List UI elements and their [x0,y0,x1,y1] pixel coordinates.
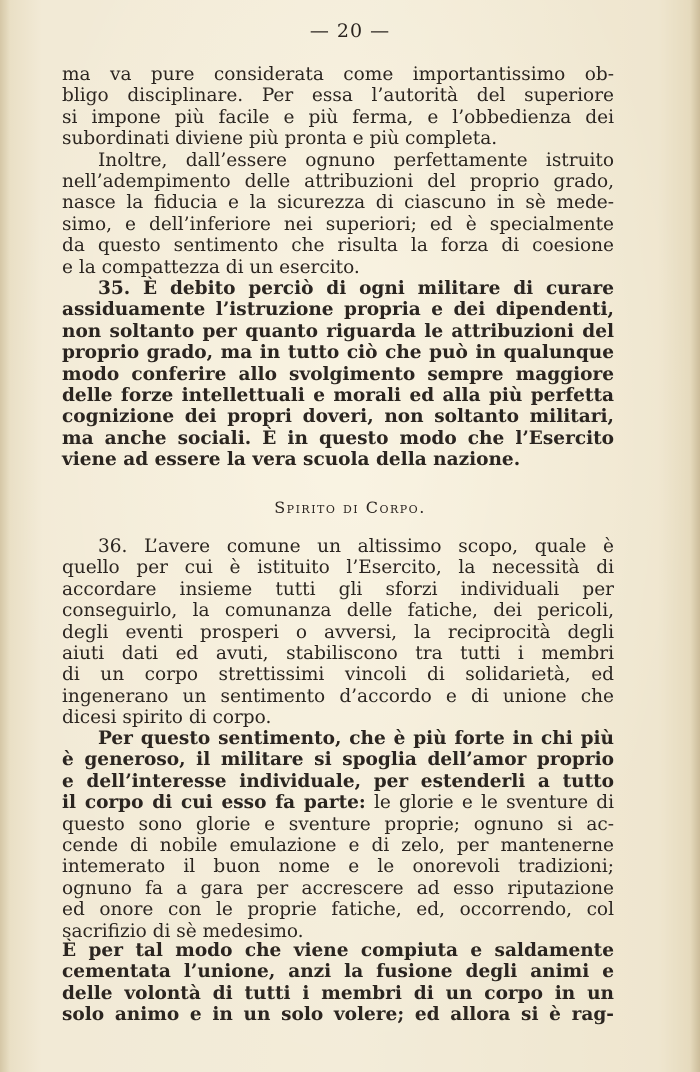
text-line: nasce la fiducia e la sicurezza di ciascuno in sè mede- [62,192,614,214]
text-line: degli eventi prosperi o avversi, la reciprocità degli [62,621,614,643]
text-line: intemerato il buon nome e le onorevoli tradizioni; [62,856,614,878]
text-line: subordinati diviene più pronta e più completa. [62,128,498,150]
text-line: quello per cui è istituito l’Esercito, la necessità di [62,557,614,579]
text-line: e la compattezza di un esercito. [62,256,360,278]
text-line: ma anche sociali. È in questo modo che l’Esercito [62,427,614,449]
esprit-de-corps-paragraph [62,728,614,942]
text-line: si impone più facile e più ferma, e l’obbedienza dei [62,106,614,128]
text-line: ma va pure considerata come importantissimo ob- [62,64,614,85]
article-35-paragraph [62,278,614,471]
text-line: cementata l’unione, anzi la fusione degli animi e [62,961,614,983]
text-line: questo sono glorie e sventure proprie; ognuno si ac- [62,813,614,835]
text-line: cende di nobile emulazione e di zelo, per mantenerne [62,834,614,856]
section-heading: Spirito di Corpo. [274,498,426,517]
final-paragraph [62,940,614,1026]
text-line: Inoltre, dall’essere ognuno perfettamente istruito [98,149,614,171]
text-line: 35. È debito perciò di ogni militare di curare [98,278,614,299]
text-line: da questo sentimento che risulta la forza di coesione [62,235,614,257]
text-line: accordare insieme tutti gli sforzi individuali per [62,578,614,600]
text-line: non soltanto per quanto riguarda le attribuzioni del [62,320,614,342]
text-line: e dell’interesse individuale, per estenderli a tutto [62,770,614,792]
normal-run: le glorie e le sventure di [365,792,615,814]
text-line: nell’adempimento delle attribuzioni del proprio grado, [62,170,614,192]
page-left-edge [0,0,10,1072]
text-line: Per questo sentimento, che è più forte in chi più [98,728,614,749]
text-line: ed onore con le proprie fatiche, ed, occorrendo, col [62,899,614,921]
text-line: di un corpo strettissimi vincoli di solidarietà, ed [62,664,614,686]
text-line: viene ad essere la vera scuola della nazione. [62,449,521,471]
text-line: aiuti dati ed avuti, stabiliscono tra tutti i membri [62,642,614,664]
text-line: conseguirlo, la comunanza delle fatiche, dei pericoli, [62,600,614,622]
text-line: sacrifizio di sè medesimo. [62,920,304,942]
text-line-mixed [62,792,614,813]
page-right-edge [690,0,700,1072]
text-line: proprio grado, ma in tutto ciò che può in qualunque [62,342,614,364]
text-line: 36. L’avere comune un altissimo scopo, quale è [98,536,614,557]
text-line: è generoso, il militare si spoglia dell’amor proprio [62,749,614,771]
text-line: solo animo e in un solo volere; ed allora si è rag- [62,1004,614,1026]
bold-run: il corpo di cui esso fa parte: [62,792,366,814]
text-line: È per tal modo che viene compiuta e saldamente [62,940,614,961]
text-line: delle forze intellettuali e morali ed alla più perfetta [62,384,614,406]
text-line: ognuno fa a gara per accrescere ad esso riputazione [62,877,614,899]
text-line: dicesi spirito di corpo. [62,707,272,729]
text-line: bligo disciplinare. Per essa l’autorità del superiore [62,85,614,107]
text-line: cognizione dei propri doveri, non soltanto militari, [62,406,614,428]
article-36-paragraph [62,536,614,729]
text-line: delle volontà di tutti i membri di un corpo in un [62,982,614,1004]
page-number: — 20 — [309,20,391,42]
text-line: ingenerano un sentimento d’accordo e di unione che [62,685,614,707]
paragraph-continuation [62,64,614,278]
text-line: assiduamente l’istruzione propria e dei dipendenti, [62,299,614,321]
text-line: modo conferire allo svolgimento sempre maggiore [62,363,614,385]
text-line: simo, e dell’inferiore nei superiori; ed è specialmente [62,213,614,235]
